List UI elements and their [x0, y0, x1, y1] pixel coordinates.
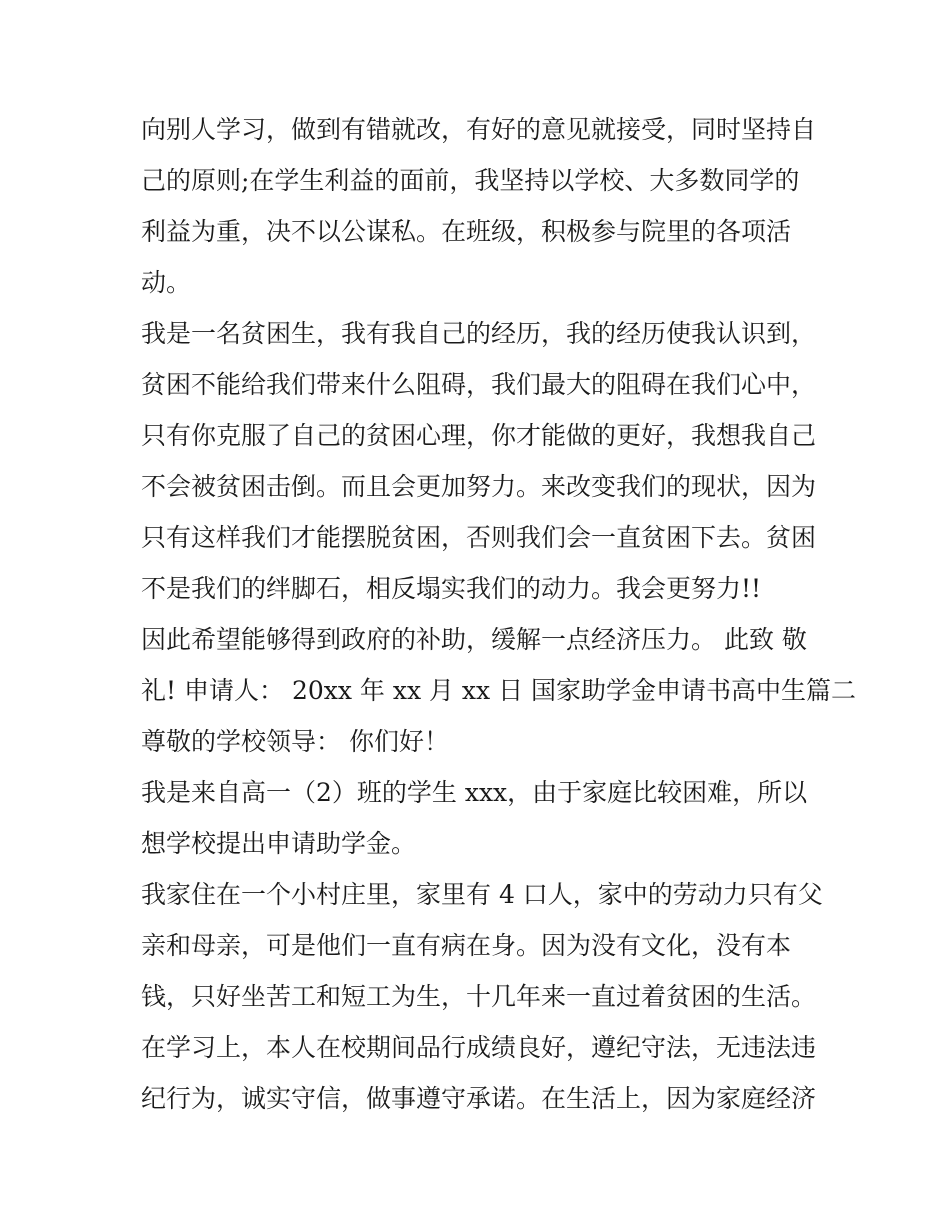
text-line: 己的原则;在学生利益的面前，我坚持以学校、大多数同学的 [141, 166, 800, 195]
text-line: 因此希望能够得到政府的补助，缓解一点经济压力。 此致 敬 [141, 625, 807, 654]
text-line: 我是一名贫困生，我有我自己的经历，我的经历使我认识到， [141, 319, 817, 348]
text-line: 想学校提出申请助学金。 [141, 829, 417, 858]
text-line: 动。 [141, 268, 192, 297]
text-line: 只有这样我们才能摆脱贫困，否则我们会一直贫困下去。贫困 [141, 523, 817, 552]
text-line: 我家住在一个小村庄里，家里有 4 口人，家中的劳动力只有父 [141, 880, 823, 909]
text-line: 向别人学习，做到有错就改，有好的意见就接受，同时坚持自 [141, 115, 817, 144]
body-text [141, 104, 857, 1124]
text-line: 只有你克服了自己的贫困心理，你才能做的更好，我想我自己 [141, 421, 817, 450]
text-line: 钱，只好坐苦工和短工为生，十几年来一直过着贫困的生活。 [141, 982, 817, 1011]
text-line: 贫困不能给我们带来什么阻碍，我们最大的阻碍在我们心中， [141, 370, 817, 399]
text-line: 不会被贫困击倒。而且会更加努力。来改变我们的现状，因为 [141, 472, 817, 501]
text-line: 在学习上，本人在校期间品行成绩良好，遵纪守法，无违法违 [141, 1033, 817, 1062]
text-line: 不是我们的绊脚石，相反塌实我们的动力。我会更努力!! [141, 574, 762, 603]
text-line: 礼! 申请人： 20xx 年 xx 月 xx 日 国家助学金申请书高中生篇二 [141, 676, 857, 705]
text-line: 尊敬的学校领导： 你们好！ [141, 727, 449, 756]
text-line: 纪行为，诚实守信，做事遵守承诺。在生活上，因为家庭经济 [141, 1084, 817, 1113]
text-line: 我是来自高一（2）班的学生 xxx，由于家庭比较困难，所以 [141, 778, 808, 807]
text-line: 亲和母亲，可是他们一直有病在身。因为没有文化，没有本 [141, 931, 792, 960]
text-line: 利益为重，决不以公谋私。在班级，积极参与院里的各项活 [141, 217, 792, 246]
